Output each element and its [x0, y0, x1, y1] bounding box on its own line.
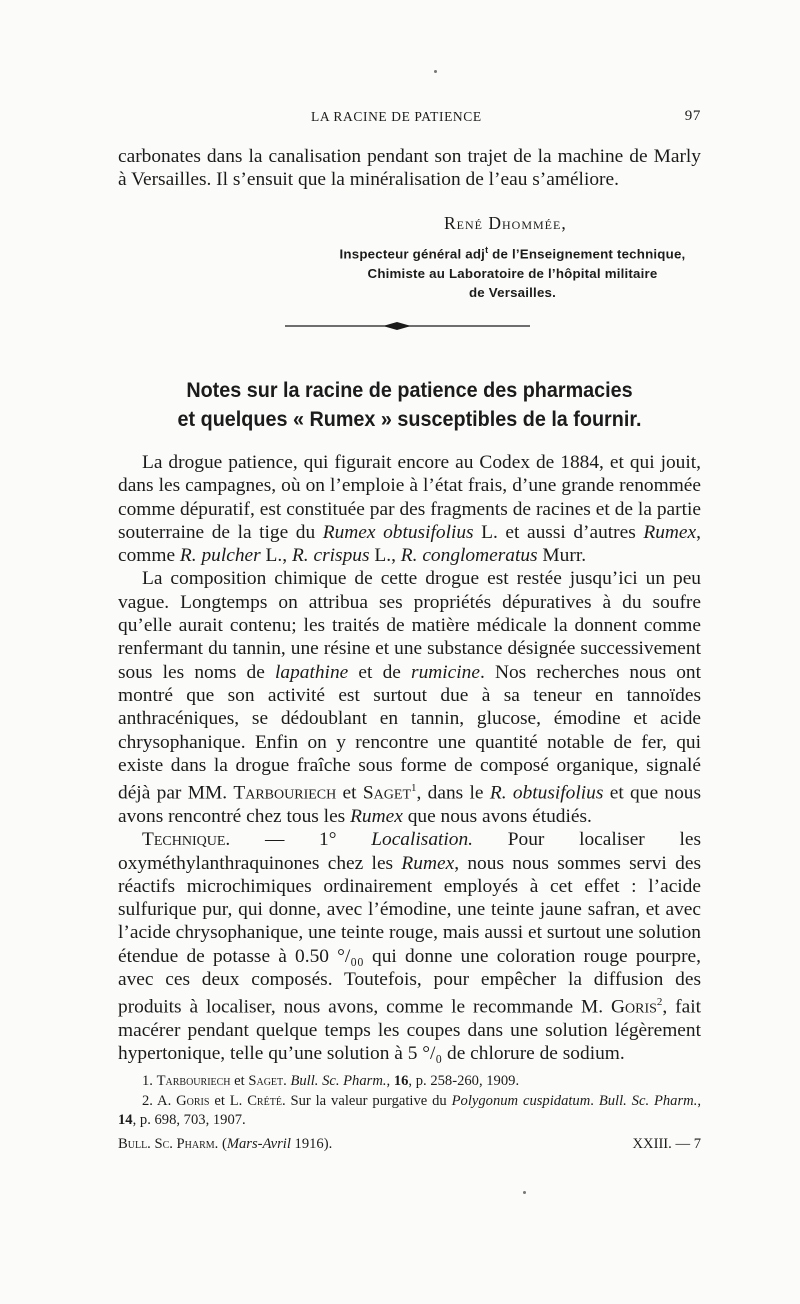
signature-mark: XXIII. — 7 — [632, 1136, 701, 1152]
continuation-paragraph — [118, 145, 701, 192]
body-paragraph-2: La composition chimique de cette drogue est restée jusqu’ici un peu vague. Longtemps on attribua ses propriétés dépuratives à du soufre qu’elle aurait contenu; les traités de matière médicale la donnent comme renfermant du tannin, une résine et une substance désignée successivement sous les noms de lapathine et de rumicine. Nos recherches nous ont montré que son activité est surtout due à sa teneur en tannoïdes anthracéniques, se dédoublant en tannin, glucose, émodine et acide chrysophanique. Enfin on y rencontre une quantité notable de fer, qui existe dans la drogue fraîche sous forme de composé organique, signalé déjà par MM. Tarbouriech et Saget$^1$, dans le R. obtusifolius et que nous avons rencontré chez tous les Rumex que nous avons étudiés. — [118, 568, 702, 827]
affiliation-line-1: Inspecteur général adj$^t$ de l’Enseignement technique, — [339, 245, 686, 262]
running-head-title: LA RACINE DE PATIENCE — [311, 109, 482, 124]
section-divider-ornament — [285, 318, 530, 334]
scan-speck-bottom — [523, 1191, 526, 1194]
article-title-line-2: et quelques « Rumex » susceptibles de la fournir. — [177, 406, 642, 431]
affiliation-line-2: Chimiste au Laboratoire de l’hôpital militaire — [367, 265, 658, 281]
journal-citation: Bull. Sc. Pharm. (Mars-Avril 1916). — [118, 1136, 333, 1152]
scan-speck-top — [434, 70, 437, 73]
article-title-line-1: Notes sur la racine de patience des pharmacies — [186, 378, 633, 402]
footnote-1: 1. Tarbouriech et Saget. Bull. Sc. Pharm., 16, p. 258-260, 1909. — [142, 1073, 520, 1089]
article-title — [141, 376, 677, 433]
continuation-text: carbonates dans la canalisation pendant son trajet de la machine de Marly à Versailles. Il s’ensuit que la minéralisation de l’eau s’améliore. — [118, 146, 701, 191]
body-paragraph-3: Technique. — 1° Localisation. Pour localiser les oxyméthylanthraquinones chez les Rumex, nous nous sommes servi des réactifs microchimiques ordinairement employés à cet effet : l’acide sulfurique pur, qui donne, avec l’émodine, une teinte jaune safran, et avec l’acide chrysophanique, une teinte rouge, mais aussi et surtout une solution étendue de potasse à 0.50 °/₀₀ qui donne une coloration rouge pourpre, avec ces deux composés. Toutefois, pour empêcher la diffusion des produits à localiser, nous avons, comme le recommande M. Goris$^2$, fait macérer pendant quelque temps les coupes dans une solution légèrement hypertonique, telle qu’une solution à 5 °/₀ de chlorure de sodium. — [118, 829, 701, 1065]
footnotes — [118, 1072, 701, 1131]
footnote-2: 2. A. Goris et L. Crété. Sur la valeur purgative du Polygonum cuspidatum. Bull. Sc. Pharm., 14, p. 698, 703, 1907. — [118, 1092, 702, 1129]
affiliation-line-3: de Versailles. — [468, 285, 557, 301]
article-body — [118, 451, 701, 1066]
body-paragraph-1: La drogue patience, qui figurait encore au Codex de 1884, et qui jouit, dans les campagnes, où on l’emploie à l’état frais, d’une grande renommée comme dépuratif, est constituée par des fragments de racines et de la partie souterraine de la tige du Rumex obtusifolius L. et aussi d’autres Rumex, comme R. pulcher L., R. crispus L., R. conglomeratus Murr. — [118, 452, 701, 567]
page-number: 97 — [684, 108, 701, 124]
author-affiliation — [324, 241, 701, 303]
author-name: René Dhommée, — [444, 213, 567, 233]
